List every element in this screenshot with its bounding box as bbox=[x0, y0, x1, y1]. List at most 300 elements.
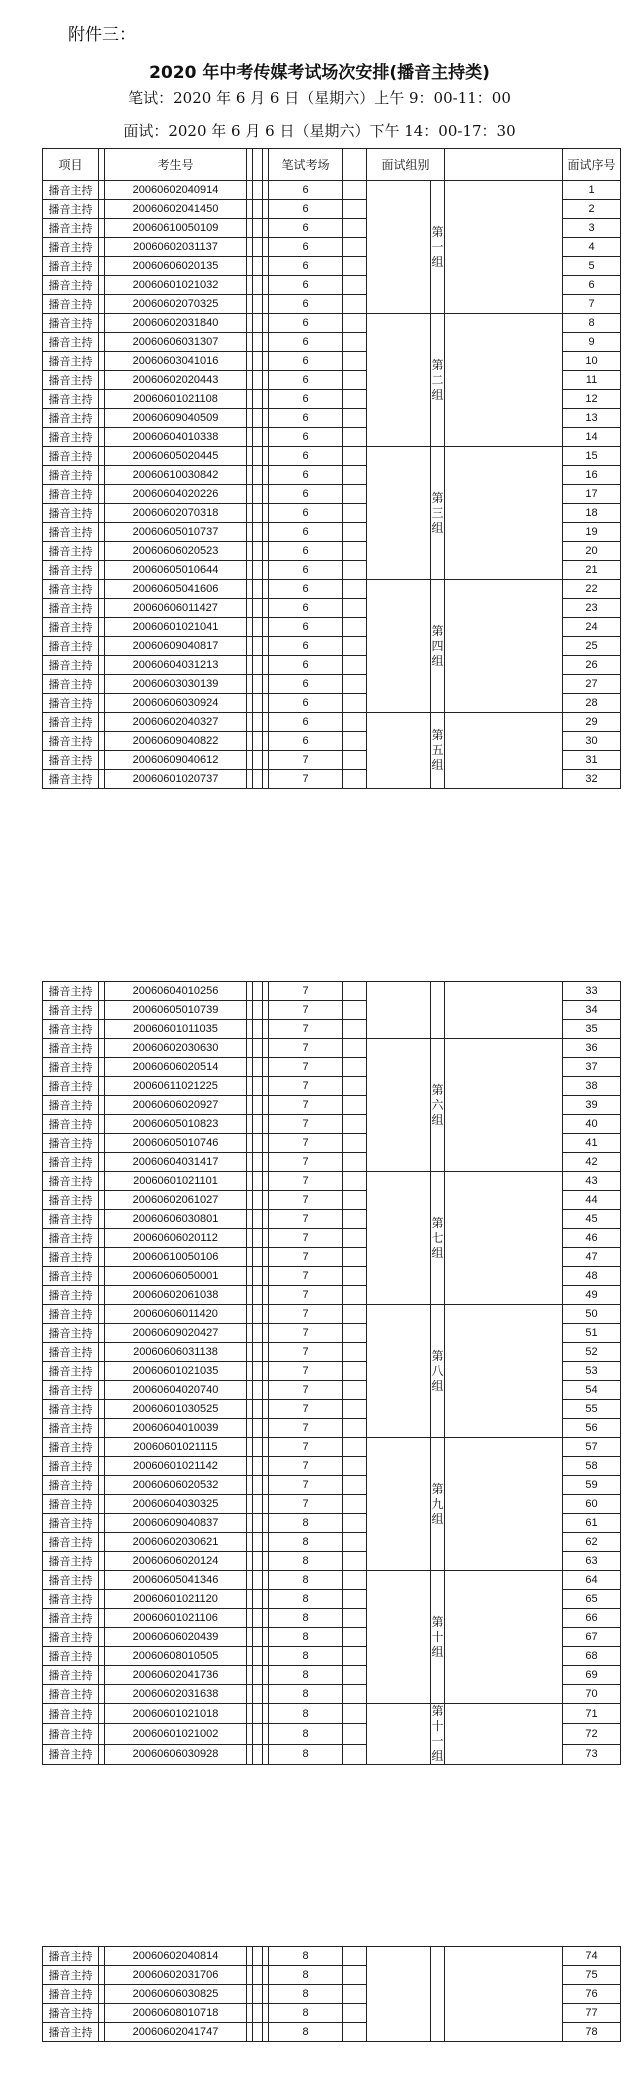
cell-room: 8 bbox=[269, 1724, 343, 1744]
cell-seq: 58 bbox=[563, 1457, 621, 1476]
cell-project: 播音主持 bbox=[43, 751, 99, 770]
cell-exam-id: 20060606031138 bbox=[105, 1343, 247, 1362]
cell-exam-id: 20060605010644 bbox=[105, 561, 247, 580]
cell-spacer bbox=[343, 1096, 367, 1115]
cell-project: 播音主持 bbox=[43, 390, 99, 409]
cell-spacer bbox=[253, 371, 263, 390]
cell-seq: 56 bbox=[563, 1419, 621, 1438]
cell-room: 6 bbox=[269, 276, 343, 295]
cell-spacer bbox=[253, 1947, 263, 1966]
cell-group-label bbox=[431, 1172, 445, 1305]
cell-project: 播音主持 bbox=[43, 637, 99, 656]
cell-room: 8 bbox=[269, 1947, 343, 1966]
cell-seq: 75 bbox=[563, 1966, 621, 1985]
cell-exam-id: 20060602031638 bbox=[105, 1685, 247, 1704]
cell-project: 播音主持 bbox=[43, 1058, 99, 1077]
cell-spacer bbox=[253, 409, 263, 428]
cell-exam-id: 20060605041346 bbox=[105, 1571, 247, 1590]
cell-spacer bbox=[343, 751, 367, 770]
cell-room: 8 bbox=[269, 1744, 343, 1764]
cell-seq: 11 bbox=[563, 371, 621, 390]
schedule-table-section-1 bbox=[42, 148, 620, 789]
cell-spacer bbox=[367, 314, 431, 447]
cell-seq: 74 bbox=[563, 1947, 621, 1966]
cell-seq: 25 bbox=[563, 637, 621, 656]
cell-spacer bbox=[253, 1647, 263, 1666]
cell-room: 8 bbox=[269, 1985, 343, 2004]
schedule-table bbox=[42, 981, 621, 1765]
cell-exam-id: 20060606020439 bbox=[105, 1628, 247, 1647]
cell-room: 7 bbox=[269, 1400, 343, 1419]
cell-room: 6 bbox=[269, 542, 343, 561]
cell-room: 7 bbox=[269, 1134, 343, 1153]
cell-exam-id: 20060601011035 bbox=[105, 1020, 247, 1039]
cell-project: 播音主持 bbox=[43, 1343, 99, 1362]
cell-seq: 15 bbox=[563, 447, 621, 466]
header-project: 项目 bbox=[43, 149, 99, 181]
cell-room: 8 bbox=[269, 1666, 343, 1685]
cell-room: 7 bbox=[269, 982, 343, 1001]
cell-group-label bbox=[431, 314, 445, 447]
cell-project: 播音主持 bbox=[43, 1210, 99, 1229]
cell-spacer bbox=[253, 504, 263, 523]
cell-project: 播音主持 bbox=[43, 542, 99, 561]
cell-seq: 78 bbox=[563, 2023, 621, 2042]
cell-project: 播音主持 bbox=[43, 1744, 99, 1764]
cell-exam-id: 20060605010746 bbox=[105, 1134, 247, 1153]
cell-exam-id: 20060602031840 bbox=[105, 314, 247, 333]
cell-spacer bbox=[253, 352, 263, 371]
cell-spacer bbox=[253, 1343, 263, 1362]
cell-seq: 70 bbox=[563, 1685, 621, 1704]
cell-spacer bbox=[253, 1191, 263, 1210]
cell-exam-id: 20060602020443 bbox=[105, 371, 247, 390]
cell-seq: 42 bbox=[563, 1153, 621, 1172]
schedule-table bbox=[42, 1946, 621, 2042]
cell-project: 播音主持 bbox=[43, 1305, 99, 1324]
header-group: 面试组别 bbox=[367, 149, 445, 181]
cell-spacer bbox=[343, 1248, 367, 1267]
cell-exam-id: 20060602030621 bbox=[105, 1533, 247, 1552]
cell-spacer bbox=[343, 1172, 367, 1191]
cell-seq: 27 bbox=[563, 675, 621, 694]
cell-spacer bbox=[343, 1419, 367, 1438]
cell-project: 播音主持 bbox=[43, 1324, 99, 1343]
table-row bbox=[43, 982, 621, 1001]
cell-room: 8 bbox=[269, 1628, 343, 1647]
cell-spacer bbox=[343, 1058, 367, 1077]
cell-seq: 38 bbox=[563, 1077, 621, 1096]
cell-spacer bbox=[445, 1438, 563, 1571]
cell-project: 播音主持 bbox=[43, 1666, 99, 1685]
cell-spacer bbox=[367, 580, 431, 713]
cell-spacer bbox=[253, 390, 263, 409]
cell-group-label bbox=[431, 1571, 445, 1704]
cell-spacer bbox=[367, 1305, 431, 1438]
table-row bbox=[43, 1039, 621, 1058]
cell-exam-id: 20060609020427 bbox=[105, 1324, 247, 1343]
cell-seq: 62 bbox=[563, 1533, 621, 1552]
cell-exam-id: 20060602061027 bbox=[105, 1191, 247, 1210]
cell-project: 播音主持 bbox=[43, 447, 99, 466]
cell-spacer bbox=[253, 1267, 263, 1286]
cell-project: 播音主持 bbox=[43, 1077, 99, 1096]
cell-room: 6 bbox=[269, 257, 343, 276]
cell-spacer bbox=[253, 2023, 263, 2042]
cell-spacer bbox=[343, 675, 367, 694]
cell-exam-id: 20060606030924 bbox=[105, 694, 247, 713]
table-row bbox=[43, 1571, 621, 1590]
cell-project: 播音主持 bbox=[43, 1096, 99, 1115]
cell-room: 8 bbox=[269, 1704, 343, 1724]
cell-spacer bbox=[343, 542, 367, 561]
cell-spacer bbox=[343, 333, 367, 352]
cell-seq: 54 bbox=[563, 1381, 621, 1400]
cell-seq: 22 bbox=[563, 580, 621, 599]
table-row bbox=[43, 1438, 621, 1457]
cell-seq: 37 bbox=[563, 1058, 621, 1077]
cell-project: 播音主持 bbox=[43, 1381, 99, 1400]
cell-seq: 8 bbox=[563, 314, 621, 333]
cell-spacer bbox=[253, 732, 263, 751]
cell-room: 6 bbox=[269, 352, 343, 371]
cell-exam-id: 20060606020514 bbox=[105, 1058, 247, 1077]
cell-exam-id: 20060611021225 bbox=[105, 1077, 247, 1096]
cell-seq: 33 bbox=[563, 982, 621, 1001]
cell-spacer bbox=[343, 219, 367, 238]
cell-spacer bbox=[343, 1628, 367, 1647]
cell-spacer bbox=[343, 1343, 367, 1362]
cell-exam-id: 20060606020927 bbox=[105, 1096, 247, 1115]
cell-project: 播音主持 bbox=[43, 295, 99, 314]
cell-room: 7 bbox=[269, 1020, 343, 1039]
cell-spacer bbox=[367, 447, 431, 580]
cell-spacer bbox=[253, 1552, 263, 1571]
cell-group-label bbox=[431, 447, 445, 580]
cell-spacer bbox=[343, 1495, 367, 1514]
cell-seq: 49 bbox=[563, 1286, 621, 1305]
cell-room: 7 bbox=[269, 1229, 343, 1248]
cell-project: 播音主持 bbox=[43, 599, 99, 618]
cell-seq: 6 bbox=[563, 276, 621, 295]
cell-exam-id: 20060601021035 bbox=[105, 1362, 247, 1381]
cell-project: 播音主持 bbox=[43, 504, 99, 523]
attachment-label: 附件三： bbox=[68, 25, 136, 45]
cell-group-label bbox=[431, 1438, 445, 1571]
cell-exam-id: 20060601021115 bbox=[105, 1438, 247, 1457]
cell-project: 播音主持 bbox=[43, 1947, 99, 1966]
cell-spacer bbox=[343, 1077, 367, 1096]
cell-exam-id: 20060606020112 bbox=[105, 1229, 247, 1248]
cell-project: 播音主持 bbox=[43, 656, 99, 675]
cell-project: 播音主持 bbox=[43, 1571, 99, 1590]
cell-spacer bbox=[343, 1966, 367, 1985]
cell-spacer bbox=[343, 1267, 367, 1286]
cell-project: 播音主持 bbox=[43, 580, 99, 599]
cell-spacer bbox=[253, 1286, 263, 1305]
cell-seq: 45 bbox=[563, 1210, 621, 1229]
cell-room: 6 bbox=[269, 580, 343, 599]
cell-spacer bbox=[253, 238, 263, 257]
cell-exam-id: 20060609040822 bbox=[105, 732, 247, 751]
cell-project: 播音主持 bbox=[43, 371, 99, 390]
cell-project: 播音主持 bbox=[43, 219, 99, 238]
cell-exam-id: 20060602030630 bbox=[105, 1039, 247, 1058]
cell-seq: 41 bbox=[563, 1134, 621, 1153]
cell-spacer bbox=[253, 1590, 263, 1609]
cell-spacer bbox=[253, 1210, 263, 1229]
cell-spacer bbox=[343, 1039, 367, 1058]
cell-seq: 36 bbox=[563, 1039, 621, 1058]
cell-spacer bbox=[343, 1590, 367, 1609]
cell-spacer bbox=[343, 1724, 367, 1744]
cell-spacer bbox=[253, 219, 263, 238]
cell-project: 播音主持 bbox=[43, 1966, 99, 1985]
cell-seq: 20 bbox=[563, 542, 621, 561]
cell-project: 播音主持 bbox=[43, 1248, 99, 1267]
cell-exam-id: 20060606020124 bbox=[105, 1552, 247, 1571]
cell-project: 播音主持 bbox=[43, 1001, 99, 1020]
cell-spacer bbox=[253, 1362, 263, 1381]
cell-exam-id: 20060602070318 bbox=[105, 504, 247, 523]
cell-seq: 24 bbox=[563, 618, 621, 637]
cell-spacer bbox=[253, 542, 263, 561]
cell-spacer bbox=[253, 276, 263, 295]
cell-project: 播音主持 bbox=[43, 1134, 99, 1153]
cell-room: 8 bbox=[269, 1552, 343, 1571]
cell-seq: 29 bbox=[563, 713, 621, 732]
cell-project: 播音主持 bbox=[43, 181, 99, 200]
cell-seq: 21 bbox=[563, 561, 621, 580]
cell-project: 播音主持 bbox=[43, 1724, 99, 1744]
cell-spacer bbox=[343, 257, 367, 276]
cell-project: 播音主持 bbox=[43, 1609, 99, 1628]
cell-room: 6 bbox=[269, 694, 343, 713]
cell-spacer bbox=[343, 2023, 367, 2042]
cell-project: 播音主持 bbox=[43, 1267, 99, 1286]
cell-seq: 61 bbox=[563, 1514, 621, 1533]
cell-spacer bbox=[343, 1685, 367, 1704]
cell-room: 7 bbox=[269, 1476, 343, 1495]
cell-spacer bbox=[253, 1039, 263, 1058]
cell-seq: 1 bbox=[563, 181, 621, 200]
cell-seq: 52 bbox=[563, 1343, 621, 1362]
cell-spacer bbox=[445, 1704, 563, 1765]
cell-room: 7 bbox=[269, 1039, 343, 1058]
cell-spacer bbox=[343, 1286, 367, 1305]
cell-exam-id: 20060606020135 bbox=[105, 257, 247, 276]
cell-exam-id: 20060610050109 bbox=[105, 219, 247, 238]
cell-spacer bbox=[253, 1495, 263, 1514]
cell-room: 8 bbox=[269, 1514, 343, 1533]
cell-seq: 44 bbox=[563, 1191, 621, 1210]
cell-room: 7 bbox=[269, 1191, 343, 1210]
cell-seq: 28 bbox=[563, 694, 621, 713]
cell-spacer bbox=[253, 1400, 263, 1419]
cell-room: 6 bbox=[269, 390, 343, 409]
cell-group-label bbox=[431, 181, 445, 314]
cell-spacer bbox=[343, 637, 367, 656]
cell-exam-id: 20060602031706 bbox=[105, 1966, 247, 1985]
cell-spacer bbox=[367, 1704, 431, 1765]
cell-room: 6 bbox=[269, 732, 343, 751]
written-exam-time: 笔试：2020 年 6 月 6 日（星期六）上午 9：00-11：00 bbox=[128, 89, 511, 107]
header-spacer bbox=[253, 149, 263, 181]
cell-seq: 43 bbox=[563, 1172, 621, 1191]
cell-exam-id: 20060608010718 bbox=[105, 2004, 247, 2023]
cell-exam-id: 20060604031417 bbox=[105, 1153, 247, 1172]
cell-seq: 67 bbox=[563, 1628, 621, 1647]
cell-exam-id: 20060603030139 bbox=[105, 675, 247, 694]
cell-spacer bbox=[253, 1457, 263, 1476]
header-seq: 面试序号 bbox=[563, 149, 621, 181]
cell-spacer bbox=[343, 1400, 367, 1419]
cell-spacer bbox=[253, 713, 263, 732]
cell-group-label bbox=[431, 982, 445, 1039]
cell-project: 播音主持 bbox=[43, 770, 99, 789]
cell-room: 6 bbox=[269, 238, 343, 257]
cell-room: 8 bbox=[269, 2004, 343, 2023]
cell-spacer bbox=[253, 485, 263, 504]
header-spacer bbox=[445, 149, 563, 181]
cell-exam-id: 20060605010737 bbox=[105, 523, 247, 542]
cell-spacer bbox=[253, 1685, 263, 1704]
header-exam-id: 考生号 bbox=[105, 149, 247, 181]
cell-project: 播音主持 bbox=[43, 1191, 99, 1210]
cell-exam-id: 20060601021108 bbox=[105, 390, 247, 409]
cell-room: 6 bbox=[269, 675, 343, 694]
group-label: 第 三 组 bbox=[431, 490, 444, 535]
cell-spacer bbox=[253, 1744, 263, 1764]
cell-spacer bbox=[343, 1666, 367, 1685]
cell-room: 8 bbox=[269, 1647, 343, 1666]
cell-project: 播音主持 bbox=[43, 1153, 99, 1172]
header-room: 笔试考场 bbox=[269, 149, 343, 181]
cell-exam-id: 20060606020532 bbox=[105, 1476, 247, 1495]
cell-spacer bbox=[343, 1362, 367, 1381]
cell-spacer bbox=[253, 982, 263, 1001]
cell-exam-id: 20060606011420 bbox=[105, 1305, 247, 1324]
cell-exam-id: 20060606030801 bbox=[105, 1210, 247, 1229]
cell-exam-id: 20060601021142 bbox=[105, 1457, 247, 1476]
cell-room: 6 bbox=[269, 428, 343, 447]
cell-spacer bbox=[253, 1628, 263, 1647]
cell-exam-id: 20060604010039 bbox=[105, 1419, 247, 1438]
cell-room: 7 bbox=[269, 1305, 343, 1324]
cell-room: 6 bbox=[269, 409, 343, 428]
cell-spacer bbox=[343, 1514, 367, 1533]
cell-spacer bbox=[253, 694, 263, 713]
cell-exam-id: 20060605020445 bbox=[105, 447, 247, 466]
cell-spacer bbox=[253, 523, 263, 542]
cell-spacer bbox=[343, 618, 367, 637]
cell-exam-id: 20060609040509 bbox=[105, 409, 247, 428]
cell-spacer bbox=[343, 1609, 367, 1628]
cell-spacer bbox=[343, 504, 367, 523]
cell-spacer bbox=[253, 618, 263, 637]
cell-project: 播音主持 bbox=[43, 1229, 99, 1248]
cell-spacer bbox=[445, 1947, 563, 2042]
cell-project: 播音主持 bbox=[43, 1985, 99, 2004]
cell-spacer bbox=[343, 1552, 367, 1571]
cell-group-label bbox=[431, 1039, 445, 1172]
cell-spacer bbox=[253, 1514, 263, 1533]
cell-project: 播音主持 bbox=[43, 1457, 99, 1476]
cell-project: 播音主持 bbox=[43, 1495, 99, 1514]
cell-room: 7 bbox=[269, 1343, 343, 1362]
cell-exam-id: 20060601021120 bbox=[105, 1590, 247, 1609]
cell-project: 播音主持 bbox=[43, 713, 99, 732]
cell-spacer bbox=[343, 295, 367, 314]
cell-spacer bbox=[367, 1947, 431, 2042]
cell-exam-id: 20060605010823 bbox=[105, 1115, 247, 1134]
cell-spacer bbox=[343, 181, 367, 200]
cell-spacer bbox=[253, 561, 263, 580]
cell-exam-id: 20060602070325 bbox=[105, 295, 247, 314]
cell-spacer bbox=[253, 2004, 263, 2023]
table-row bbox=[43, 447, 621, 466]
cell-spacer bbox=[343, 1020, 367, 1039]
cell-exam-id: 20060604010338 bbox=[105, 428, 247, 447]
cell-spacer bbox=[253, 314, 263, 333]
cell-spacer bbox=[253, 1172, 263, 1191]
cell-spacer bbox=[367, 1172, 431, 1305]
cell-room: 6 bbox=[269, 599, 343, 618]
group-label: 第 十 组 bbox=[431, 1614, 444, 1659]
cell-seq: 18 bbox=[563, 504, 621, 523]
cell-room: 6 bbox=[269, 181, 343, 200]
cell-spacer bbox=[343, 409, 367, 428]
cell-seq: 55 bbox=[563, 1400, 621, 1419]
cell-seq: 4 bbox=[563, 238, 621, 257]
cell-room: 8 bbox=[269, 1609, 343, 1628]
cell-room: 7 bbox=[269, 1381, 343, 1400]
cell-spacer bbox=[253, 1134, 263, 1153]
cell-seq: 73 bbox=[563, 1744, 621, 1764]
cell-room: 6 bbox=[269, 200, 343, 219]
cell-spacer bbox=[445, 314, 563, 447]
cell-spacer bbox=[343, 485, 367, 504]
cell-spacer bbox=[343, 1134, 367, 1153]
cell-exam-id: 20060602041736 bbox=[105, 1666, 247, 1685]
cell-spacer bbox=[253, 1001, 263, 1020]
cell-room: 6 bbox=[269, 466, 343, 485]
cell-project: 播音主持 bbox=[43, 1476, 99, 1495]
cell-room: 7 bbox=[269, 1324, 343, 1343]
cell-seq: 19 bbox=[563, 523, 621, 542]
cell-spacer bbox=[445, 1172, 563, 1305]
cell-room: 7 bbox=[269, 1457, 343, 1476]
cell-spacer bbox=[367, 181, 431, 314]
cell-room: 7 bbox=[269, 1153, 343, 1172]
cell-spacer bbox=[343, 982, 367, 1001]
cell-project: 播音主持 bbox=[43, 352, 99, 371]
cell-exam-id: 20060602040914 bbox=[105, 181, 247, 200]
cell-room: 6 bbox=[269, 523, 343, 542]
table-row bbox=[43, 1172, 621, 1191]
cell-exam-id: 20060606020523 bbox=[105, 542, 247, 561]
cell-seq: 10 bbox=[563, 352, 621, 371]
cell-project: 播音主持 bbox=[43, 1514, 99, 1533]
cell-project: 播音主持 bbox=[43, 1704, 99, 1724]
cell-seq: 14 bbox=[563, 428, 621, 447]
cell-spacer bbox=[343, 1001, 367, 1020]
cell-exam-id: 20060606030928 bbox=[105, 1744, 247, 1764]
cell-exam-id: 20060602040814 bbox=[105, 1947, 247, 1966]
cell-exam-id: 20060606050001 bbox=[105, 1267, 247, 1286]
cell-spacer bbox=[253, 1666, 263, 1685]
cell-seq: 26 bbox=[563, 656, 621, 675]
